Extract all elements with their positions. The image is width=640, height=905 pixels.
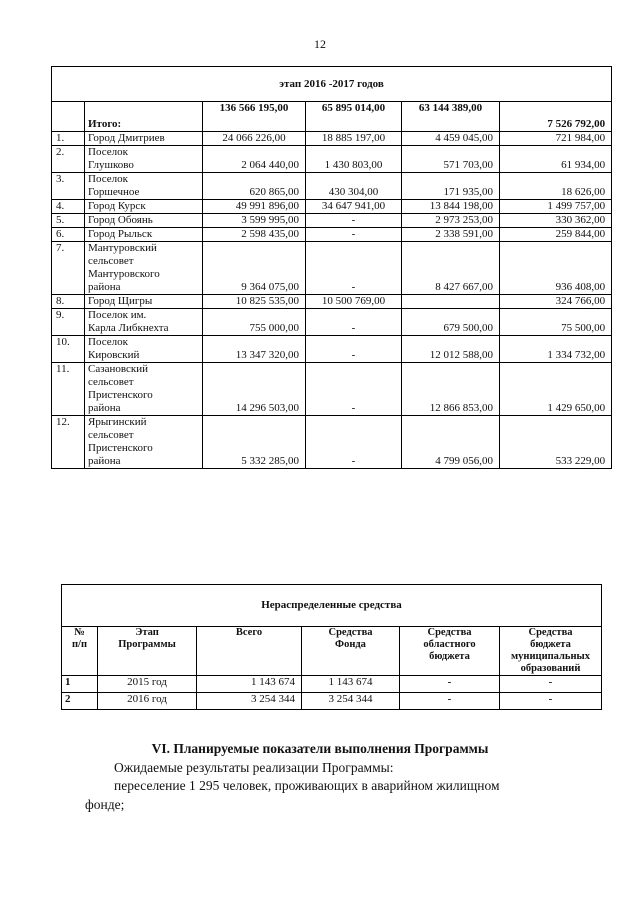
stage: 2016 год (98, 693, 197, 710)
locality-name-line: Мантуровского (88, 268, 160, 280)
table-row (52, 132, 612, 146)
value-municipal: 936 408,00 (500, 242, 612, 295)
locality-name-line: района (88, 455, 121, 467)
page-number: 12 (314, 37, 326, 51)
total-v4: 7 526 792,00 (500, 102, 612, 132)
unallocated-header-5 (400, 627, 500, 676)
unallocated-title: Нераспределенные средства (62, 585, 602, 627)
locality-name-line: Пристенского (88, 389, 153, 401)
locality-name (85, 295, 203, 309)
unallocated-header-row (62, 627, 602, 676)
table-row (52, 214, 612, 228)
section-line-1: Ожидаемые результаты реализации Программы: (114, 760, 394, 775)
value-regional: 4 799 056,00 (402, 416, 500, 469)
stage-funding-table (51, 66, 612, 469)
header-line: бюджета (429, 651, 470, 662)
locality-name-line: Мантуровский (88, 242, 157, 254)
locality-name-line: Поселок (88, 146, 128, 158)
table-row (62, 676, 602, 693)
value-municipal: 18 626,00 (500, 173, 612, 200)
unallocated-header-2 (98, 627, 197, 676)
value-fund: - (306, 242, 402, 295)
row-number: 3. (52, 173, 85, 200)
locality-name-line: района (88, 402, 121, 414)
table-row (52, 309, 612, 336)
value-municipal: 533 229,00 (500, 416, 612, 469)
table-row (52, 173, 612, 200)
table-row (52, 295, 612, 309)
value-total: 2 598 435,00 (203, 228, 306, 242)
locality-name (85, 214, 203, 228)
value-total: 755 000,00 (203, 309, 306, 336)
value-total: 10 825 535,00 (203, 295, 306, 309)
row-number: 4. (52, 200, 85, 214)
locality-name-line: Горшечное (88, 186, 140, 198)
locality-name-line: Сазановский (88, 363, 148, 375)
total: 3 254 344 (197, 693, 302, 710)
header-line: № (74, 627, 85, 638)
row-number: 11. (52, 363, 85, 416)
locality-name-line: Карла Либкнехта (88, 322, 169, 334)
unallocated-header-1 (62, 627, 98, 676)
stage-title: этап 2016 -2017 годов (52, 67, 612, 102)
unallocated-funds-table (61, 584, 602, 710)
row-number: 10. (52, 336, 85, 363)
header-line: муниципальных (511, 651, 590, 662)
municipal: - (500, 693, 602, 710)
value-total: 13 347 320,00 (203, 336, 306, 363)
section-line-3: фонде; (85, 797, 125, 812)
locality-name-line: Глушково (88, 159, 134, 171)
total-v1: 136 566 195,00 (203, 102, 306, 132)
value-fund: - (306, 309, 402, 336)
table-row (52, 242, 612, 295)
section-heading: VI. Планируемые показатели выполнения Программы (151, 741, 489, 756)
total-row (52, 102, 612, 132)
locality-name-line: Город Щигры (88, 295, 153, 307)
locality-name (85, 309, 203, 336)
row-number: 2. (52, 146, 85, 173)
value-total: 3 599 995,00 (203, 214, 306, 228)
table-row (52, 363, 612, 416)
header-line: областного (423, 639, 476, 650)
total: 1 143 674 (197, 676, 302, 693)
value-regional: 2 973 253,00 (402, 214, 500, 228)
unallocated-header-3 (197, 627, 302, 676)
value-municipal: 324 766,00 (500, 295, 612, 309)
value-fund: 430 304,00 (306, 173, 402, 200)
locality-name (85, 242, 203, 295)
value-total: 49 991 896,00 (203, 200, 306, 214)
value-total: 620 865,00 (203, 173, 306, 200)
header-line: Фонда (335, 639, 366, 650)
header-line: бюджета (530, 639, 571, 650)
value-regional: 12 012 588,00 (402, 336, 500, 363)
value-regional (402, 295, 500, 309)
locality-name-line: Поселок им. (88, 309, 147, 321)
value-fund: 10 500 769,00 (306, 295, 402, 309)
row-number: 2 (62, 693, 98, 710)
row-number: 7. (52, 242, 85, 295)
header-line: Средства (427, 627, 472, 638)
locality-name-line: Город Курск (88, 200, 146, 212)
locality-name-line: района (88, 281, 121, 293)
row-number: 1. (52, 132, 85, 146)
value-fund: 34 647 941,00 (306, 200, 402, 214)
header-line: образований (520, 663, 581, 674)
value-regional: 12 866 853,00 (402, 363, 500, 416)
unallocated-header-4 (302, 627, 400, 676)
locality-name-line: Пристенского (88, 442, 153, 454)
locality-name (85, 173, 203, 200)
value-municipal: 1 334 732,00 (500, 336, 612, 363)
locality-name-line: сельсовет (88, 255, 134, 267)
locality-name-line: Город Обоянь (88, 214, 153, 226)
value-fund: - (306, 363, 402, 416)
value-municipal: 1 499 757,00 (500, 200, 612, 214)
unallocated-header-6 (500, 627, 602, 676)
value-municipal: 721 984,00 (500, 132, 612, 146)
value-municipal: 75 500,00 (500, 309, 612, 336)
header-line: п/п (71, 639, 88, 650)
header-line: Средства (528, 627, 573, 638)
value-regional: 2 338 591,00 (402, 228, 500, 242)
locality-name-line: Кировский (88, 349, 140, 361)
stage-title-row (52, 67, 612, 102)
value-fund: 1 430 803,00 (306, 146, 402, 173)
row-number: 6. (52, 228, 85, 242)
row-number: 8. (52, 295, 85, 309)
value-fund: 18 885 197,00 (306, 132, 402, 146)
table-row (52, 200, 612, 214)
value-total: 9 364 075,00 (203, 242, 306, 295)
value-municipal: 330 362,00 (500, 214, 612, 228)
value-regional: 13 844 198,00 (402, 200, 500, 214)
section-line-2: переселение 1 295 человек, проживающих в аварийном жилищном (114, 778, 500, 793)
fund: 1 143 674 (302, 676, 400, 693)
stage: 2015 год (98, 676, 197, 693)
locality-name (85, 416, 203, 469)
unallocated-title-row (62, 585, 602, 627)
value-total: 2 064 440,00 (203, 146, 306, 173)
regional: - (400, 693, 500, 710)
table-row (52, 228, 612, 242)
value-total: 14 296 503,00 (203, 363, 306, 416)
locality-name-line: Город Рыльск (88, 228, 153, 240)
locality-name (85, 200, 203, 214)
value-regional: 571 703,00 (402, 146, 500, 173)
row-number: 5. (52, 214, 85, 228)
table-row (52, 336, 612, 363)
table-row (62, 693, 602, 710)
locality-name-line: Город Дмитриев (88, 132, 165, 144)
municipal: - (500, 676, 602, 693)
locality-name (85, 132, 203, 146)
header-line: Средства (328, 627, 373, 638)
value-municipal: 61 934,00 (500, 146, 612, 173)
regional: - (400, 676, 500, 693)
value-regional: 679 500,00 (402, 309, 500, 336)
header-line: Всего (235, 627, 263, 638)
table-row (52, 416, 612, 469)
locality-name (85, 228, 203, 242)
value-regional: 8 427 667,00 (402, 242, 500, 295)
fund: 3 254 344 (302, 693, 400, 710)
value-fund: - (306, 214, 402, 228)
locality-name (85, 146, 203, 173)
header-line: Этап (135, 627, 159, 638)
row-number: 12. (52, 416, 85, 469)
total-v3: 63 144 389,00 (402, 102, 500, 132)
locality-name-line: Поселок (88, 173, 128, 185)
value-fund: - (306, 336, 402, 363)
value-municipal: 1 429 650,00 (500, 363, 612, 416)
table-row (52, 146, 612, 173)
row-number: 1 (62, 676, 98, 693)
value-total: 24 066 226,00 (203, 132, 306, 146)
locality-name-line: сельсовет (88, 376, 134, 388)
value-fund: - (306, 416, 402, 469)
value-fund: - (306, 228, 402, 242)
value-municipal: 259 844,00 (500, 228, 612, 242)
locality-name (85, 363, 203, 416)
locality-name (85, 336, 203, 363)
locality-name-line: сельсовет (88, 429, 134, 441)
header-line: Программы (118, 639, 176, 650)
total-v2: 65 895 014,00 (306, 102, 402, 132)
value-total: 5 332 285,00 (203, 416, 306, 469)
locality-name-line: Поселок (88, 336, 128, 348)
row-number: 9. (52, 309, 85, 336)
locality-name-line: Ярыгинский (88, 416, 147, 428)
value-regional: 171 935,00 (402, 173, 500, 200)
value-regional: 4 459 045,00 (402, 132, 500, 146)
total-label: Итого: (85, 102, 203, 132)
